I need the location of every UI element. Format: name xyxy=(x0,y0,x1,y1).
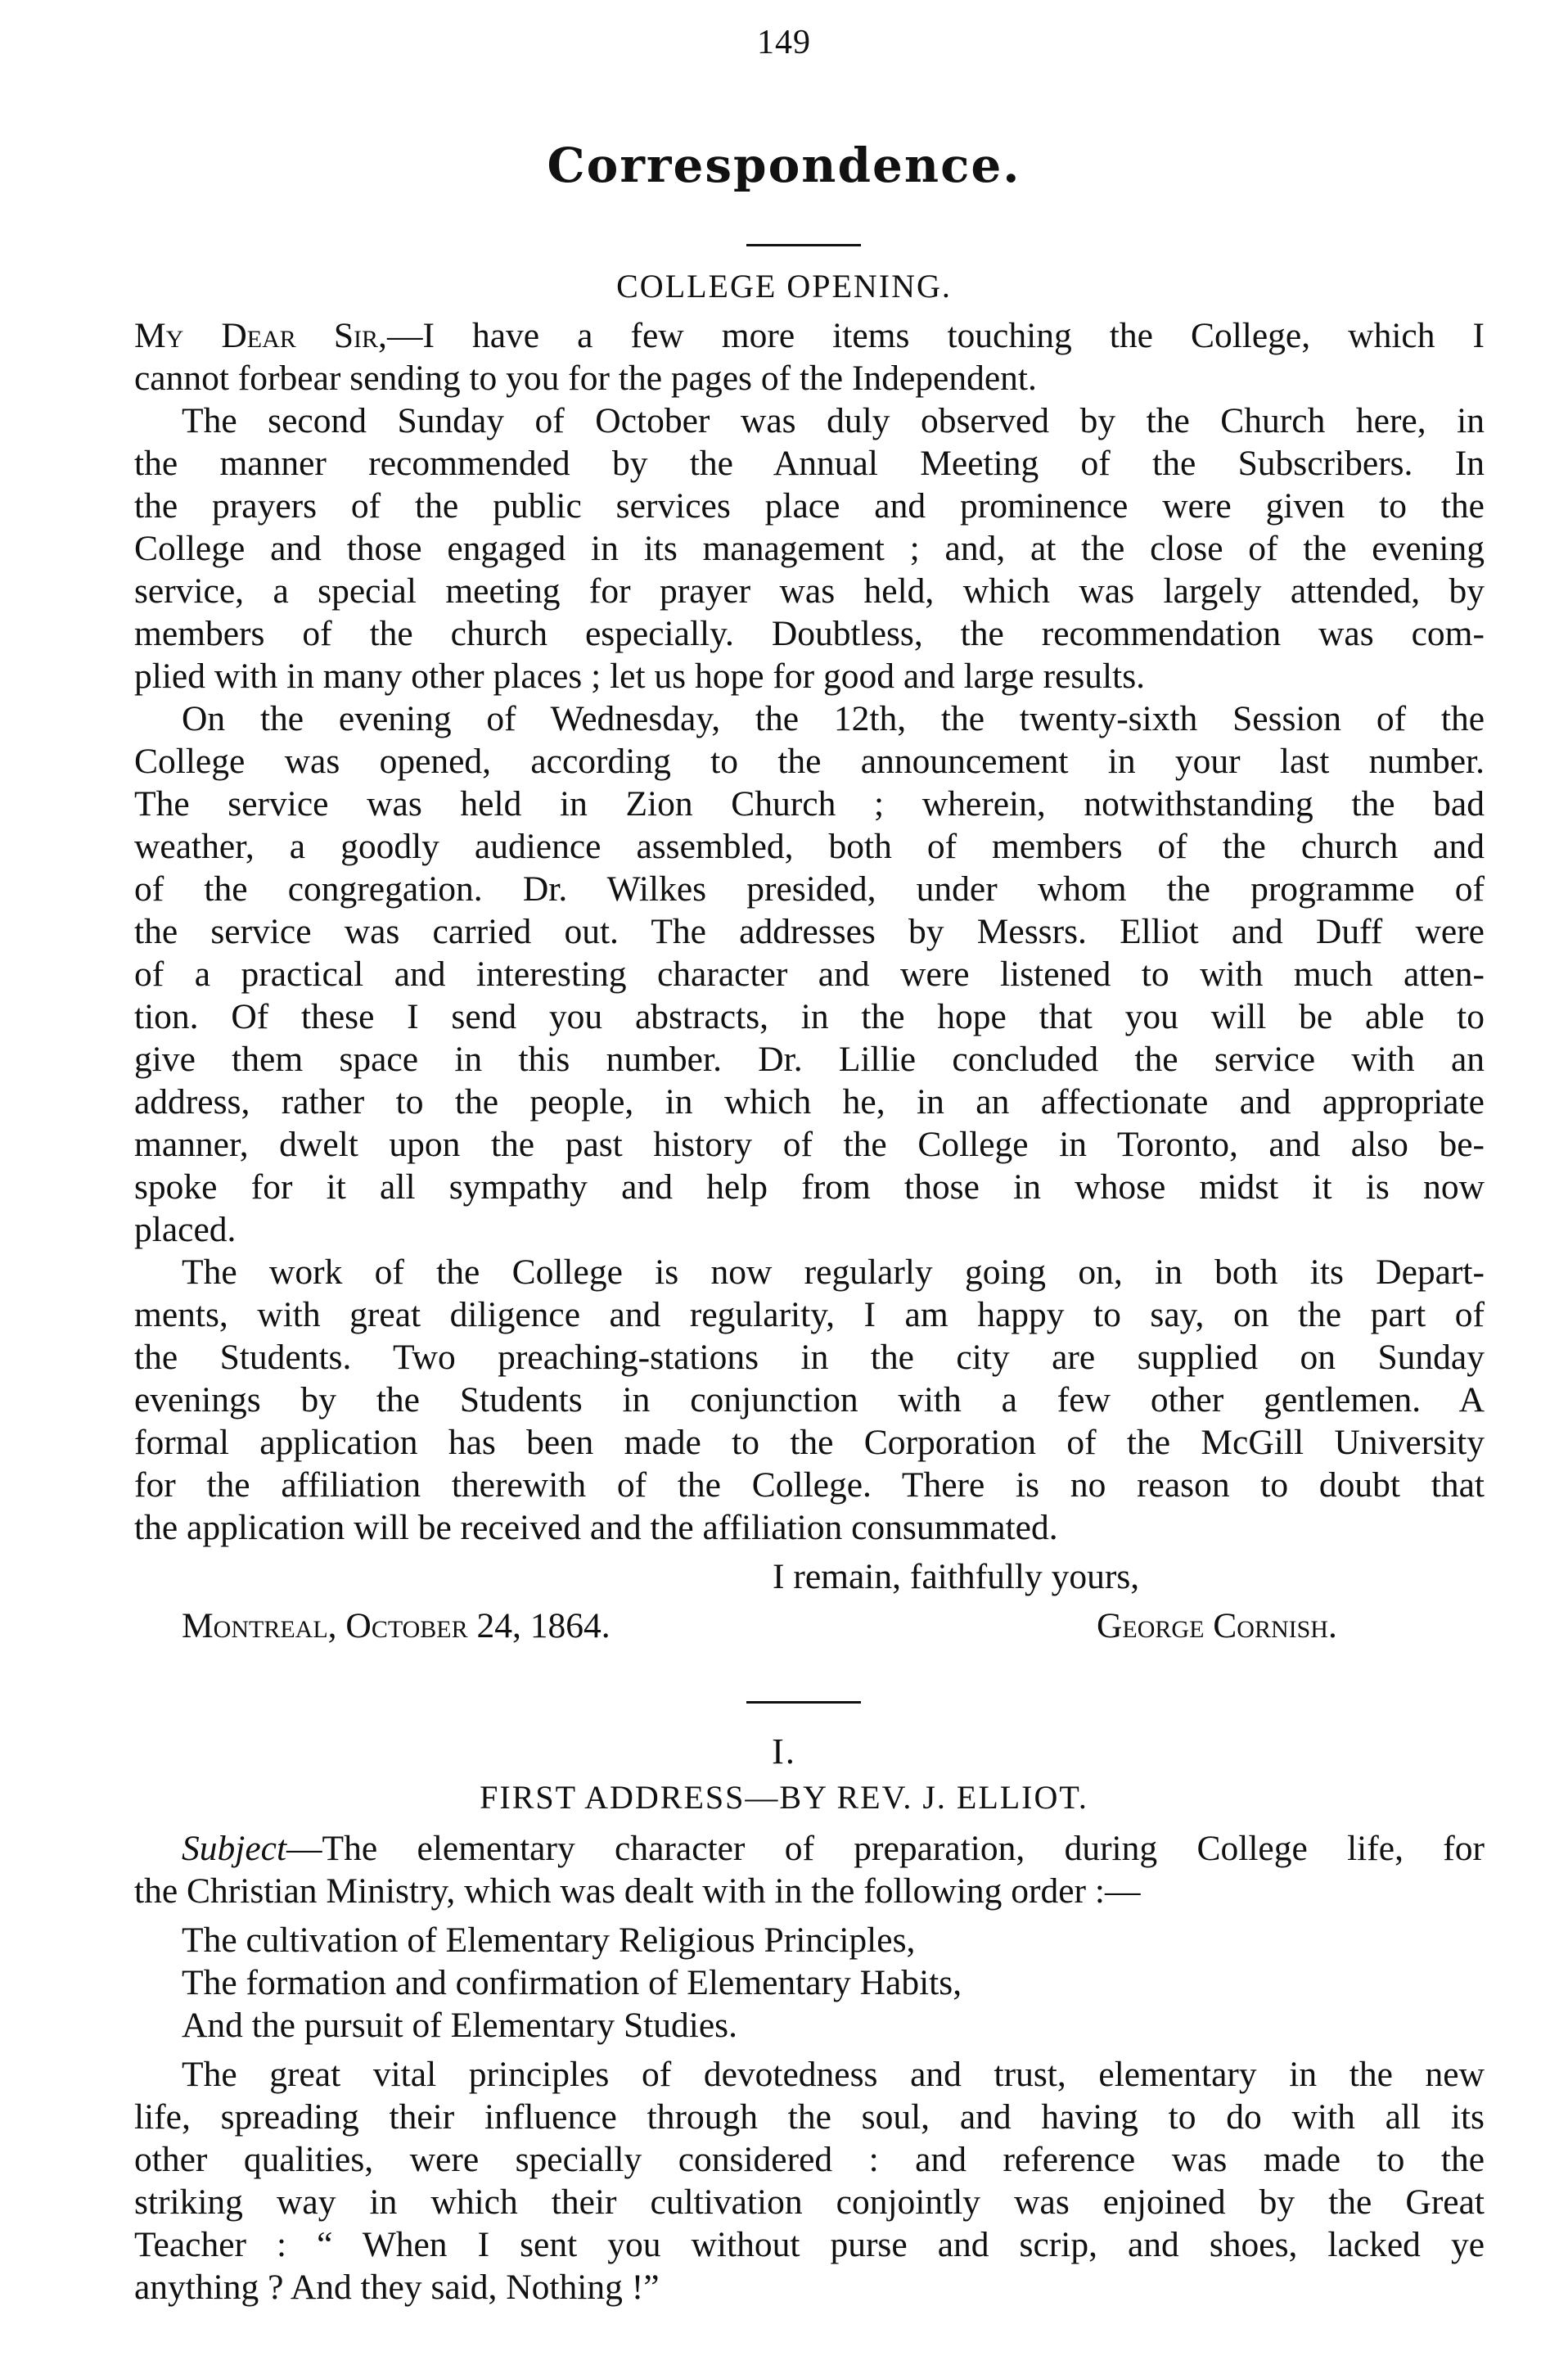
letter-signature: George Cornish. xyxy=(1097,1606,1337,1645)
letter-line: give them space in this number. Dr. Lillie concluded the service with an xyxy=(134,1040,1485,1079)
letter-line: The service was held in Zion Church ; wherein, notwithstanding the bad xyxy=(134,784,1485,824)
letter-title: COLLEGE OPENING. xyxy=(616,268,952,305)
letter-line: of a practical and interesting character and were listened to with much atten- xyxy=(134,955,1485,994)
page-number: 149 xyxy=(757,24,811,61)
letter-line: tion. Of these I send you abstracts, in the hope that you will be able to xyxy=(134,997,1485,1036)
subject-label: Subject xyxy=(182,1829,287,1868)
subject-line: the Christian Ministry, which was dealt with in the following order :— xyxy=(134,1871,1141,1911)
letter-line xyxy=(134,314,1485,357)
letter-line: address, rather to the people, in which he, in an affectionate and appropriate xyxy=(134,1082,1485,1122)
salutation: My Dear Sir, xyxy=(134,316,387,355)
section-heading: Correspondence. xyxy=(547,138,1021,193)
letter-line: On the evening of Wednesday, the 12th, the twenty-sixth Session of the xyxy=(182,699,1485,738)
subject-line xyxy=(182,1827,1485,1870)
paragraph-line: anything ? And they said, Nothing !” xyxy=(134,2268,660,2307)
address-title: FIRST ADDRESS—BY REV. J. ELLIOT. xyxy=(480,1779,1088,1816)
paragraph-line: Teacher : “ When I sent you without purse and scrip, and shoes, lacked ye xyxy=(134,2225,1485,2264)
divider-rule xyxy=(746,1701,861,1704)
list-item: The formation and confirmation of Elementary Habits, xyxy=(182,1963,962,2002)
letter-line: plied with in many other places ; let us hope for good and large results. xyxy=(134,657,1146,696)
letter-line: ments, with great diligence and regularity, I am happy to say, on the part of xyxy=(134,1295,1485,1334)
letter-line: the Students. Two preaching-stations in the city are supplied on Sunday xyxy=(134,1338,1485,1377)
address-numeral: I. xyxy=(772,1731,796,1771)
letter-line: cannot forbear sending to you for the pages of the Independent. xyxy=(134,359,1037,398)
letter-line: spoke for it all sympathy and help from those in whose midst it is now xyxy=(134,1167,1485,1207)
subject-text: —The elementary character of preparation, during College life, for xyxy=(286,1829,1485,1868)
letter-line: the application will be received and the affiliation consummated. xyxy=(134,1508,1058,1547)
letter-line: placed. xyxy=(134,1210,237,1249)
list-item: And the pursuit of Elementary Studies. xyxy=(182,2006,737,2045)
divider-rule xyxy=(746,244,861,246)
letter-line: the prayers of the public services place and prominence were given to the xyxy=(134,486,1485,526)
letter-line: the service was carried out. The addresses by Messrs. Elliot and Duff were xyxy=(134,912,1485,951)
paragraph-line: other qualities, were specially considered : and reference was made to the xyxy=(134,2140,1485,2179)
letter-line-text: —I have a few more items touching the College, which I xyxy=(386,316,1485,355)
letter-line: evenings by the Students in conjunction with a few other gentlemen. A xyxy=(134,1380,1485,1419)
letter-closing: I remain, faithfully yours, xyxy=(773,1557,1140,1596)
letter-line: College was opened, according to the announcement in your last number. xyxy=(134,742,1485,781)
paragraph-line: striking way in which their cultivation conjointly was enjoined by the Great xyxy=(134,2182,1485,2222)
paragraph-line: The great vital principles of devotedness and trust, elementary in the new xyxy=(182,2055,1485,2094)
letter-line: weather, a goodly audience assembled, both of members of the church and xyxy=(134,827,1485,866)
letter-line: for the affiliation therewith of the College. There is no reason to doubt that xyxy=(134,1465,1485,1505)
letter-line: manner, dwelt upon the past history of the College in Toronto, and also be- xyxy=(134,1125,1485,1164)
letter-line: The work of the College is now regularly going on, in both its Depart- xyxy=(182,1252,1485,1292)
letter-place-date: Montreal, October 24, 1864. xyxy=(182,1606,611,1645)
paragraph-line: life, spreading their influence through the soul, and having to do with all its xyxy=(134,2097,1485,2137)
list-item: The cultivation of Elementary Religious Principles, xyxy=(182,1920,916,1960)
letter-line: of the congregation. Dr. Wilkes presided, under whom the programme of xyxy=(134,869,1485,909)
letter-line: The second Sunday of October was duly observed by the Church here, in xyxy=(182,401,1485,440)
letter-line: formal application has been made to the Corporation of the McGill University xyxy=(134,1423,1485,1462)
letter-line: College and those engaged in its management ; and, at the close of the evening xyxy=(134,529,1485,568)
letter-line: members of the church especially. Doubtless, the recommendation was com- xyxy=(134,614,1485,653)
letter-line: the manner recommended by the Annual Meeting of the Subscribers. In xyxy=(134,444,1485,483)
letter-line: service, a special meeting for prayer was held, which was largely attended, by xyxy=(134,571,1485,611)
